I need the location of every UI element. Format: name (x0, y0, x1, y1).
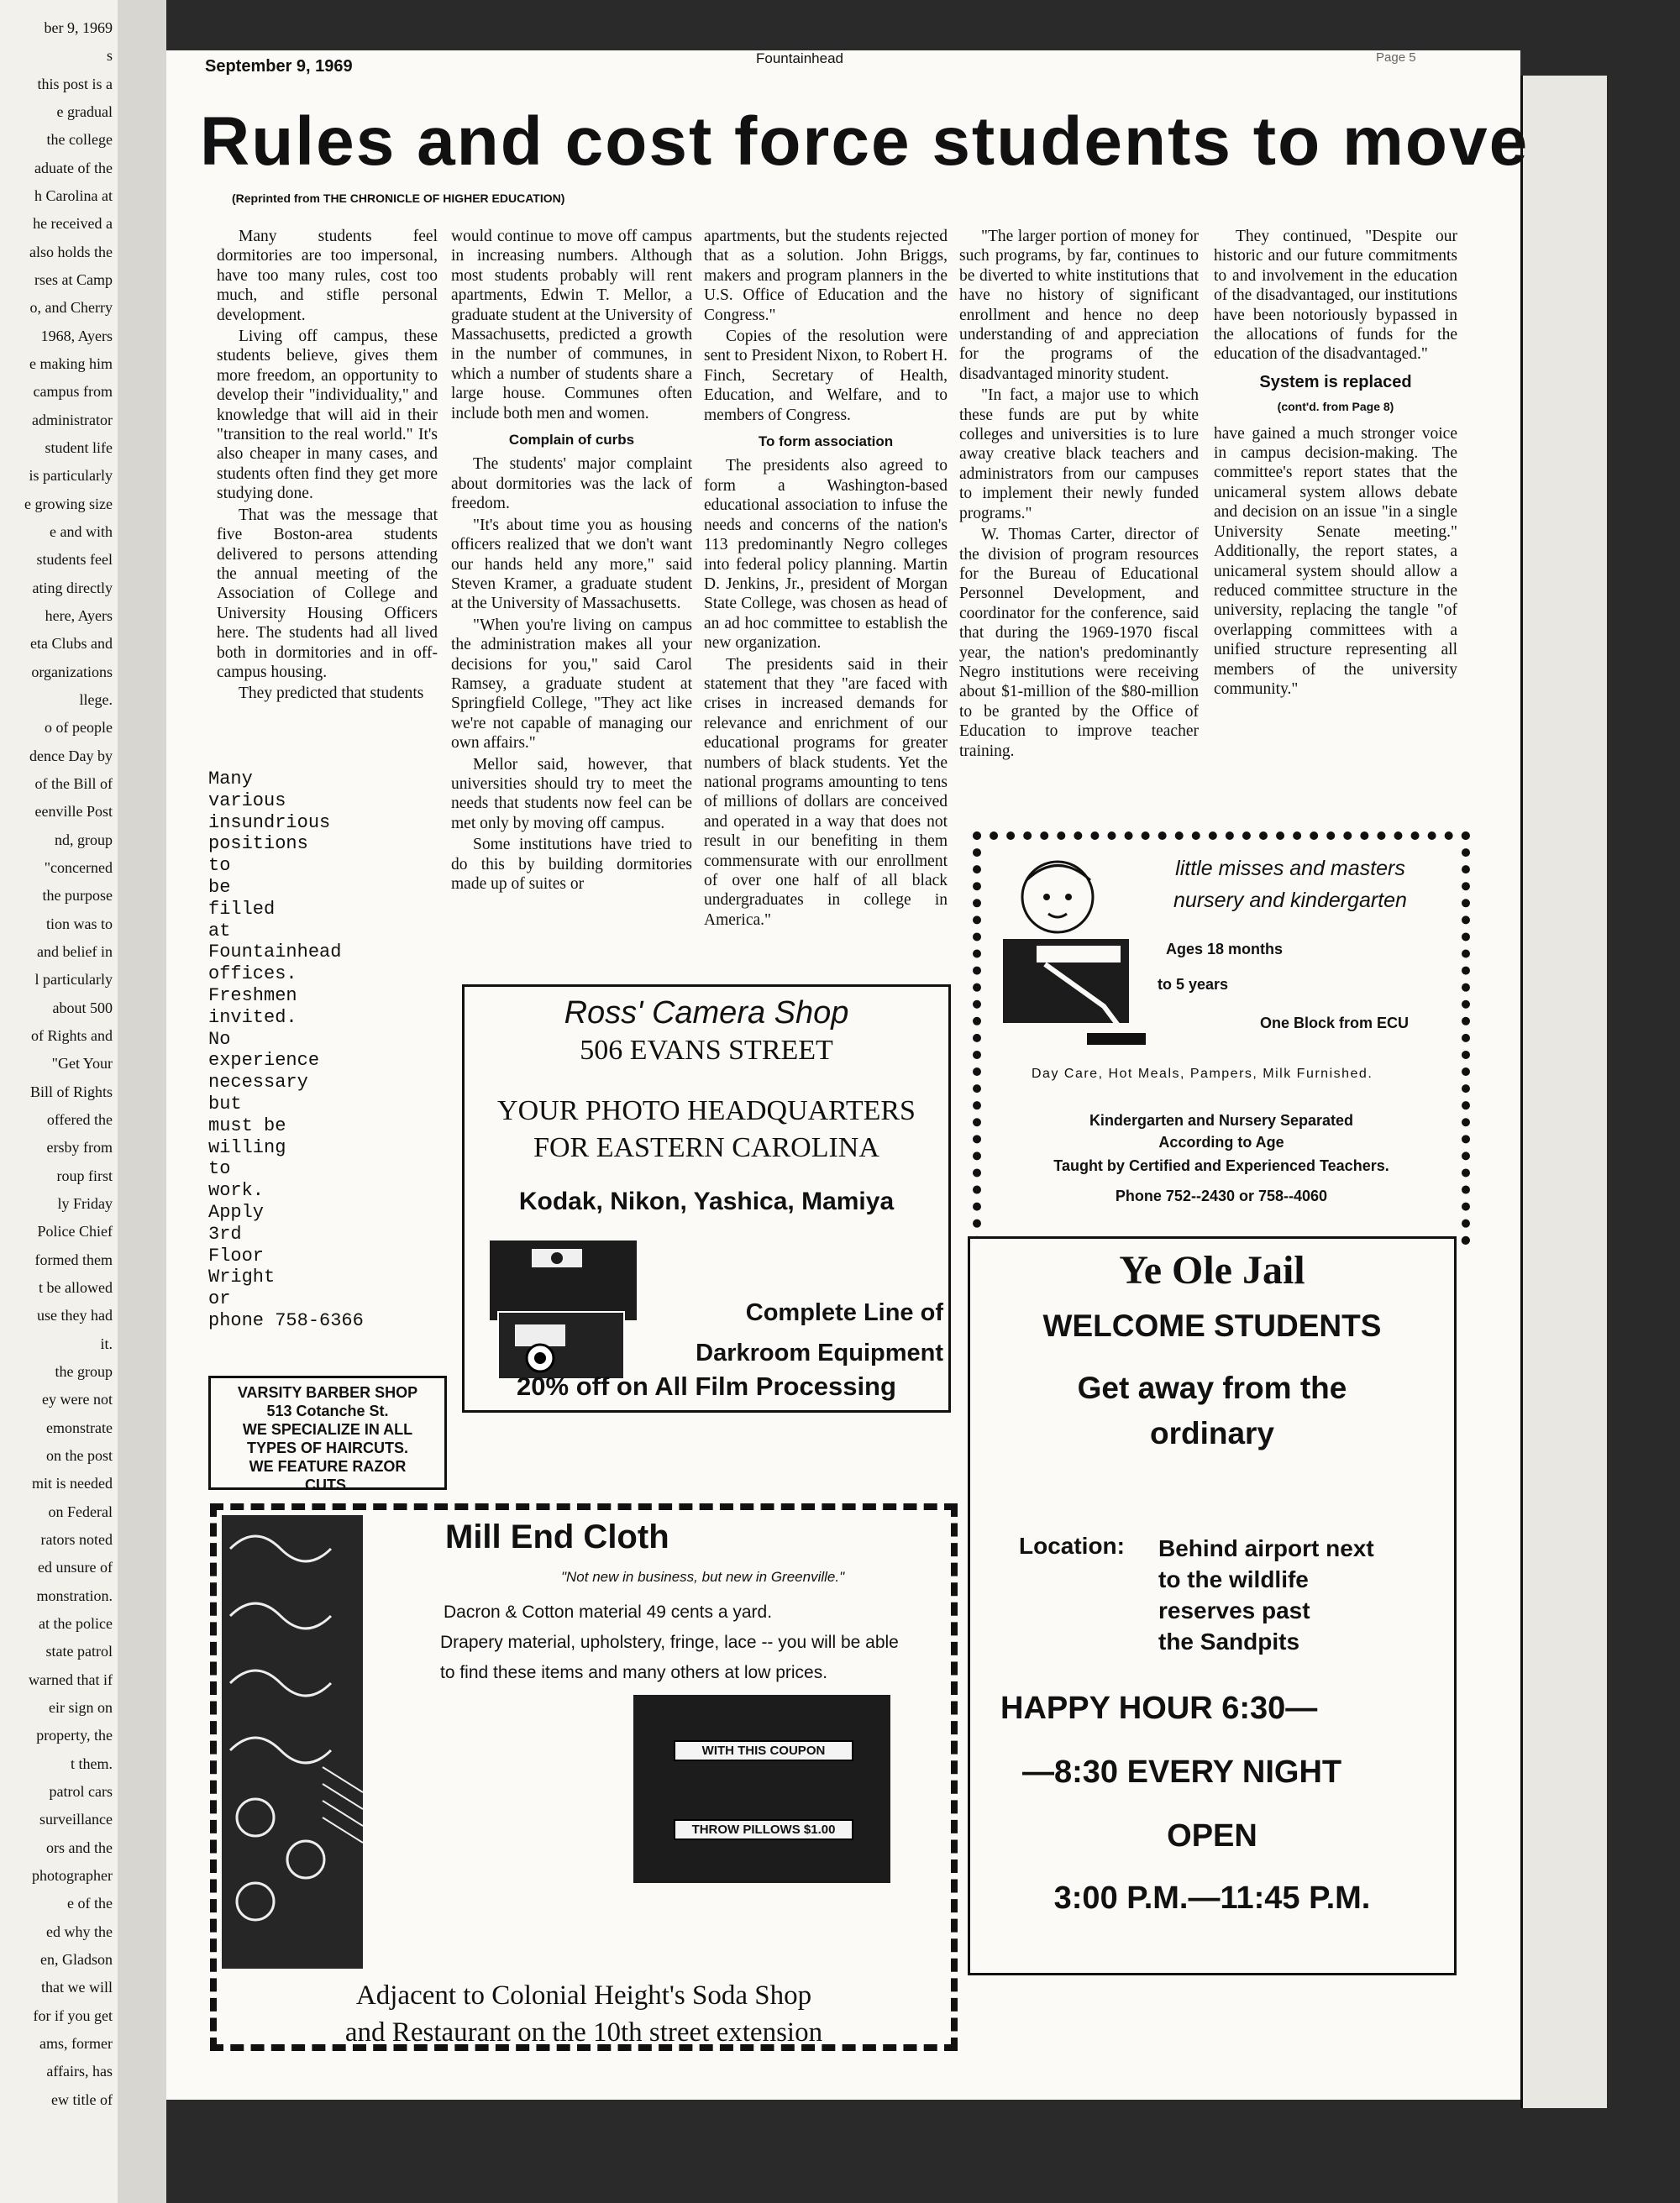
jail-tagline-1: Get away from the (1077, 1371, 1347, 1405)
reprint-note: (Reprinted from THE CHRONICLE OF HIGHER EDUCATION) (232, 191, 565, 205)
notice-line: or (208, 1288, 231, 1310)
previous-page-text-fragment: affairs, has (46, 2063, 113, 2080)
barber-line: CUTS. (305, 1477, 350, 1493)
subhead-to-form-association: To form association (758, 433, 894, 450)
nursery-location: One Block from ECU (1260, 1015, 1410, 1031)
ad-ye-ole-jail (968, 1236, 1457, 1975)
previous-page-text-fragment: dence Day by (29, 747, 113, 764)
issue-date: September 9, 1969 (205, 57, 353, 76)
previous-page-text-fragment: administrator (32, 412, 113, 428)
jail-tagline-2: ordinary (1149, 1416, 1275, 1450)
paper-name: Fountainhead (756, 50, 843, 66)
notice-line: work. (208, 1180, 265, 1202)
previous-page-text-fragment: eir sign on (49, 1699, 113, 1716)
notice-line: 3rd (208, 1223, 242, 1245)
mill-footer-2: and Restaurant on the 10th street extension (344, 2017, 823, 2048)
notice-line: be (208, 876, 231, 898)
paragraph: W. Thomas Carter, director of the division of program resources for the Bureau of Educational Personnel Development, and coordinator for the conference, said that during the 1969-1970 fiscal year, the nation's predominantly Negro institutions were receiving about $1-million of the $80-million to be granted by the Office of Education to improve teacher training. (959, 526, 1199, 760)
previous-page-text-fragment: on Federal (48, 1503, 113, 1520)
previous-page-text-fragment: at the police (39, 1615, 113, 1632)
ad-nursery-kindergarten (973, 831, 1470, 1245)
previous-page-text-fragment: rses at Camp (34, 271, 113, 288)
page-number: Page 5 (1376, 50, 1416, 65)
previous-page-text-fragment: use they had (37, 1307, 113, 1324)
jail-happy-hour-1: HAPPY HOUR 6:30— (1000, 1691, 1318, 1726)
nursery-phone: Phone 752--2430 or 758--4060 (1115, 1188, 1328, 1204)
previous-page-text-fragment: that we will (41, 1979, 113, 1996)
previous-page-text-fragment: "concerned (44, 859, 113, 876)
previous-page-text-fragment: ed why the (46, 1923, 113, 1940)
mill-line-3: to find these items and many others at low prices. (440, 1663, 828, 1682)
notice-line: various (208, 789, 286, 811)
notice-line: necessary (208, 1072, 308, 1094)
previous-page-text-fragment: photographer (32, 1867, 113, 1884)
paragraph: They predicted that students (239, 685, 424, 703)
previous-page-text-fragment: emonstrate (46, 1419, 113, 1436)
notice-line: Floor (208, 1245, 265, 1267)
previous-page-text-fragment: 1968, Ayers (40, 328, 113, 344)
previous-page-text-fragment: "Get Your (51, 1055, 113, 1072)
previous-page-text-fragment: it. (100, 1335, 113, 1352)
paragraph: They continued, "Despite our historic and our future commitments to and involvement in the education of the disadvantaged, our institutions have been notoriously bypassed in the allocations of funds for the education of the disadvantaged." (1214, 228, 1457, 364)
paragraph: apartments, but the students rejected that as a solution. John Briggs, makers and program planners in the U.S. Office of Education and the Congress." (704, 228, 948, 324)
ad-ross-camera-shop (462, 984, 951, 1413)
notice-line: positions (208, 833, 308, 855)
barber-line: VARSITY BARBER SHOP (237, 1384, 418, 1401)
previous-page-text-fragment: e of the (67, 1895, 113, 1912)
previous-page-text-fragment: t be allowed (39, 1279, 113, 1296)
paragraph: "In fact, a major use to which these funds are put by white colleges and universities is to lure away creative black teachers and administrators from our campuses to implement their newly funded programs." (959, 386, 1199, 522)
previous-page-text-fragment: Bill of Rights (29, 1083, 113, 1100)
coupon-label: WITH THIS COUPON (674, 1740, 853, 1761)
previous-page-text-fragment: students feel (36, 551, 113, 568)
article-column-5 (1214, 227, 1457, 700)
headline: Rules and cost force students to move (200, 103, 1530, 180)
article-column-2 (451, 227, 692, 895)
notice-line: insundrious (208, 811, 331, 833)
previous-page-text-fragment: ating directly (32, 580, 113, 596)
previous-page-text-fragment: student life (45, 439, 113, 456)
notice-line: No (208, 1028, 231, 1050)
previous-page-text-fragment: eta Clubs and (30, 635, 113, 652)
previous-page-text-fragment: eenville Post (34, 803, 113, 820)
previous-page-text-fragment: l particularly (34, 971, 113, 988)
previous-page-text-fragment: this post is a (37, 76, 113, 92)
previous-page-text-fragment: ey were not (42, 1391, 113, 1408)
previous-page-text-fragment: ly Friday (57, 1195, 113, 1212)
previous-page-text-fragment: Police Chief (37, 1223, 113, 1240)
previous-page-text-fragment: nd, group (55, 831, 113, 848)
paragraph: would continue to move off campus in increasing numbers. Although most students probably will rent apartments, Edwin T. Mellor, a graduate student at the University of Massachusetts, predicted a growth in the number of communes, in which a number of students share a large house. Communes often include both men and women. (451, 228, 692, 422)
nursery-services: Day Care, Hot Meals, Pampers, Milk Furnished. (1032, 1067, 1373, 1081)
previous-page-text-fragment: llege. (79, 691, 113, 708)
notice-line: phone 758-6366 (208, 1309, 364, 1331)
nursery-name-2: nursery and kindergarten (1173, 889, 1407, 912)
previous-page-text-fragment: aduate of the (34, 160, 113, 176)
notice-line: offices. (208, 963, 297, 985)
paragraph: have gained a much stronger voice in campus decision-making. The committee's report states that the unicameral system allows debate and decision on an issue "in a single University Senate meeting." Additionally, the report states, a unicameral system should allow a reduced committee structure in the university, replacing the tangle "of overlapping committees with a unified structure representing all members of the university community." (1214, 424, 1457, 698)
notice-line: experience (208, 1050, 320, 1072)
previous-page-text-fragment: monstration. (36, 1587, 113, 1604)
previous-page-text-fragment: tion was to (46, 915, 113, 932)
right-page-edge (1520, 76, 1607, 2108)
notice-line: Freshmen (208, 984, 297, 1006)
notice-line: Apply (208, 1201, 265, 1223)
previous-page-text-fragment: is particularly (29, 467, 113, 484)
nursery-ages-1: Ages 18 months (1166, 941, 1284, 957)
paragraph: "When you're living on campus the administration makes all your decisions for you," said Carol Ramsey, a graduate student at Springfield College, "They act like we're not capable of managing our own affairs." (451, 616, 692, 753)
previous-page-text-fragment: s (106, 47, 113, 64)
ross-shop-name: Ross' Camera Shop (564, 995, 849, 1031)
article-column-3 (704, 227, 948, 931)
previous-page-text-fragment: en, Gladson (40, 1951, 113, 1968)
article-column-1 (217, 227, 438, 705)
ross-headline-2: FOR EASTERN CAROLINA (533, 1132, 879, 1163)
previous-page-text-fragment: also holds the (29, 244, 113, 260)
jail-name: Ye Ole Jail (1119, 1248, 1305, 1293)
previous-page-text-fragment: of Rights and (31, 1027, 113, 1044)
previous-page-text-fragment: on the post (46, 1447, 113, 1464)
ad-mill-end-cloth (210, 1503, 958, 2051)
previous-page-text-fragment: and belief in (37, 943, 113, 960)
previous-page-text-fragment: state patrol (45, 1643, 113, 1660)
notice-line: willing (208, 1136, 286, 1158)
ross-brands: Kodak, Nikon, Yashica, Mamiya (518, 1188, 895, 1215)
coupon-offer: THROW PILLOWS $1.00 (674, 1819, 853, 1840)
notice-line: to (208, 855, 231, 877)
previous-page-text-fragment: e growing size (24, 496, 113, 512)
previous-page-text-fragment: mit is needed (32, 1475, 113, 1492)
previous-page-text-fragment: roup first (56, 1167, 113, 1184)
page-gutter (118, 0, 166, 2203)
nursery-line-3: Taught by Certified and Experienced Teachers. (1053, 1157, 1389, 1174)
notice-line: at (208, 920, 231, 942)
mill-line-2: Drapery material, upholstery, fringe, lace -- you will be able (440, 1633, 899, 1652)
jail-location-line: Behind airport next (1158, 1535, 1374, 1561)
paragraph: Some institutions have tried to do this by building dormitories made up of suites or (451, 836, 692, 893)
previous-page-text-fragment: surveillance (39, 1811, 113, 1828)
jail-open: OPEN (1167, 1818, 1257, 1854)
notice-line: Many (208, 768, 253, 789)
paragraph: "The larger portion of money for such programs, by far, continues to be diverted to white institutions that have no history of significant enrollment and hence no deep understanding of and appreciation for the programs of the disadvantaged minority student. (959, 228, 1199, 383)
jail-hours: 3:00 P.M.—11:45 P.M. (1053, 1880, 1371, 1916)
ross-address: 506 EVANS STREET (580, 1035, 833, 1066)
mill-footer-1: Adjacent to Colonial Height's Soda Shop (355, 1980, 812, 2011)
mill-line-1: Dacron & Cotton material 49 cents a yard. (444, 1602, 773, 1622)
continued-note: (cont'd. from Page 8) (1277, 400, 1394, 414)
previous-page-text-fragment: the college (46, 131, 113, 148)
subhead-complain-of-curbs: Complain of curbs (508, 432, 635, 448)
nursery-line-1: Kindergarten and Nursery Separated (1089, 1112, 1354, 1129)
previous-page-text-fragment: e making him (29, 355, 113, 372)
previous-page-text-fragment: t them. (71, 1755, 113, 1772)
notice-line: filled (208, 898, 276, 920)
notice-line: Wright (208, 1267, 276, 1288)
previous-page-text-fragment: here, Ayers (45, 607, 113, 624)
paragraph: That was the message that five Boston-area students delivered to persons attending the annual meeting of the Association of College and University Housing Officers here. The students had all lived both in dormitories and in off-campus housing. (217, 506, 438, 681)
previous-page-text-fragment: about 500 (52, 999, 113, 1016)
coupon[interactable] (633, 1695, 890, 1883)
previous-page-text-fragment: o of people (45, 719, 113, 736)
ross-line-1: Complete Line of (745, 1299, 943, 1326)
previous-page-text-fragment: ersby from (46, 1139, 113, 1156)
previous-page-text-fragment: ors and the (46, 1839, 113, 1856)
previous-page-text-fragment: property, the (36, 1727, 113, 1744)
notice-line: must be (208, 1115, 286, 1136)
paragraph: Copies of the resolution were sent to President Nixon, to Robert H. Finch, Secretary of Health, Education, and Welfare, and to members of Congress. (704, 328, 948, 424)
previous-page-text-fragment: ew title of (51, 2091, 113, 2108)
previous-page-text-fragment: h Carolina at (34, 187, 113, 204)
previous-page-text-fragment: the purpose (42, 887, 113, 904)
camera-illustration (481, 1232, 649, 1392)
previous-page-text-fragment: ed unsure of (38, 1559, 113, 1576)
previous-page-text-fragment: the group (55, 1363, 113, 1380)
paragraph: Mellor said, however, that universities should try to meet the needs that students now feel can be met only by moving off campus. (451, 755, 692, 832)
jail-location-line: to the wildlife (1158, 1566, 1309, 1592)
paragraph: The students' major complaint about dormitories was the lack of freedom. (451, 455, 692, 513)
barber-line: WE SPECIALIZE IN ALL (242, 1421, 413, 1438)
fabric-illustration (222, 1515, 363, 1969)
previous-page-text-fragment: campus from (33, 383, 113, 400)
previous-page-text-fragment: patrol cars (49, 1783, 113, 1800)
paragraph: The presidents said in their statement that they "are faced with crises in increased demands for relevance and enrichment of our educational programs for greater numbers of black students. Yet the national programs amounting to tens of millions of dollars are conceived and operated in a way that does not result in our benefiting in them commensurate with our enrollment of over one half of all black undergraduates in college in America." (704, 655, 948, 929)
previous-page-text-fragment: for if you get (33, 2007, 113, 2024)
staff-wanted-notice (208, 768, 376, 1332)
previous-page-text-fragment: organizations (31, 664, 113, 680)
notice-line: but (208, 1093, 242, 1115)
previous-page-text-fragment: rators noted (40, 1531, 113, 1548)
subhead-system-is-replaced: System is replaced (1259, 372, 1412, 391)
paragraph: Many students feel dormitories are too impersonal, have too many rules, cost too much, and stifle personal development. (217, 228, 438, 324)
article-column-4 (959, 227, 1199, 763)
mill-name: Mill End Cloth (445, 1518, 669, 1555)
paragraph: Living off campus, these students believe, gives them more freedom, an opportunity to develop their "individuality," and knowledge that will aid in their "transition to the real world." It's also cheaper in many cases, and students often find they get more studying done. (217, 328, 438, 503)
barber-line: WE FEATURE RAZOR (249, 1458, 407, 1475)
notice-line: Fountainhead (208, 942, 342, 963)
previous-page-text-fragment: e and with (50, 523, 113, 540)
previous-page-text-fragment: offered the (46, 1111, 113, 1128)
previous-page-text-fragment: ber 9, 1969 (44, 19, 113, 36)
ross-offer: 20% off on All Film Processing (517, 1372, 896, 1401)
previous-page-text-fragment: warned that if (29, 1671, 113, 1688)
jail-location-line: the Sandpits (1158, 1629, 1300, 1655)
ross-line-2: Darkroom Equipment (696, 1340, 943, 1366)
barber-line: TYPES OF HAIRCUTS. (246, 1440, 408, 1456)
jail-location-label: Location: (1019, 1533, 1125, 1559)
previous-page-text-fragment: e gradual (56, 103, 113, 120)
jail-location (1158, 1533, 1374, 1657)
previous-page-text-fragment: o, and Cherry (29, 299, 113, 316)
previous-page-edge (0, 0, 118, 2203)
notice-line: to (208, 1158, 231, 1180)
nursery-ages-2: to 5 years (1158, 976, 1229, 993)
nursery-name-1: little misses and masters (1175, 857, 1405, 880)
jail-location-line: reserves past (1158, 1597, 1310, 1623)
ross-headline-1: YOUR PHOTO HEADQUARTERS (497, 1095, 916, 1126)
paragraph: The presidents also agreed to form a Washington-based educational association to infuse the needs and concerns of the nation's 113 predominantly Negro colleges into federal policy planning. Martin D. Jenkins, Jr., president of Morgan State College, was chosen as head of an ad hoc committee to establish the new organization. (704, 457, 948, 653)
nursery-line-2: According to Age (1158, 1134, 1284, 1151)
jail-happy-hour-2: —8:30 EVERY NIGHT (1022, 1755, 1342, 1790)
previous-page-text-fragment: formed them (34, 1251, 113, 1268)
paragraph: "It's about time you as housing officers realized that we don't want our hands held any more," said Steven Kramer, a graduate student at the University of Massachusetts. (451, 516, 692, 613)
notice-line: invited. (208, 1006, 297, 1028)
ad-varsity-barber-shop (208, 1376, 447, 1493)
previous-page-text-fragment: ams, former (39, 2035, 113, 2052)
barber-line: 513 Cotanche St. (266, 1403, 389, 1419)
jail-welcome: WELCOME STUDENTS (1042, 1309, 1382, 1343)
newspaper-page (166, 50, 1530, 2100)
previous-page-text-fragment: of the Bill of (34, 775, 113, 792)
previous-page-text-fragment: he received a (33, 215, 113, 232)
mill-slogan: "Not new in business, but new in Greenville." (561, 1569, 845, 1585)
